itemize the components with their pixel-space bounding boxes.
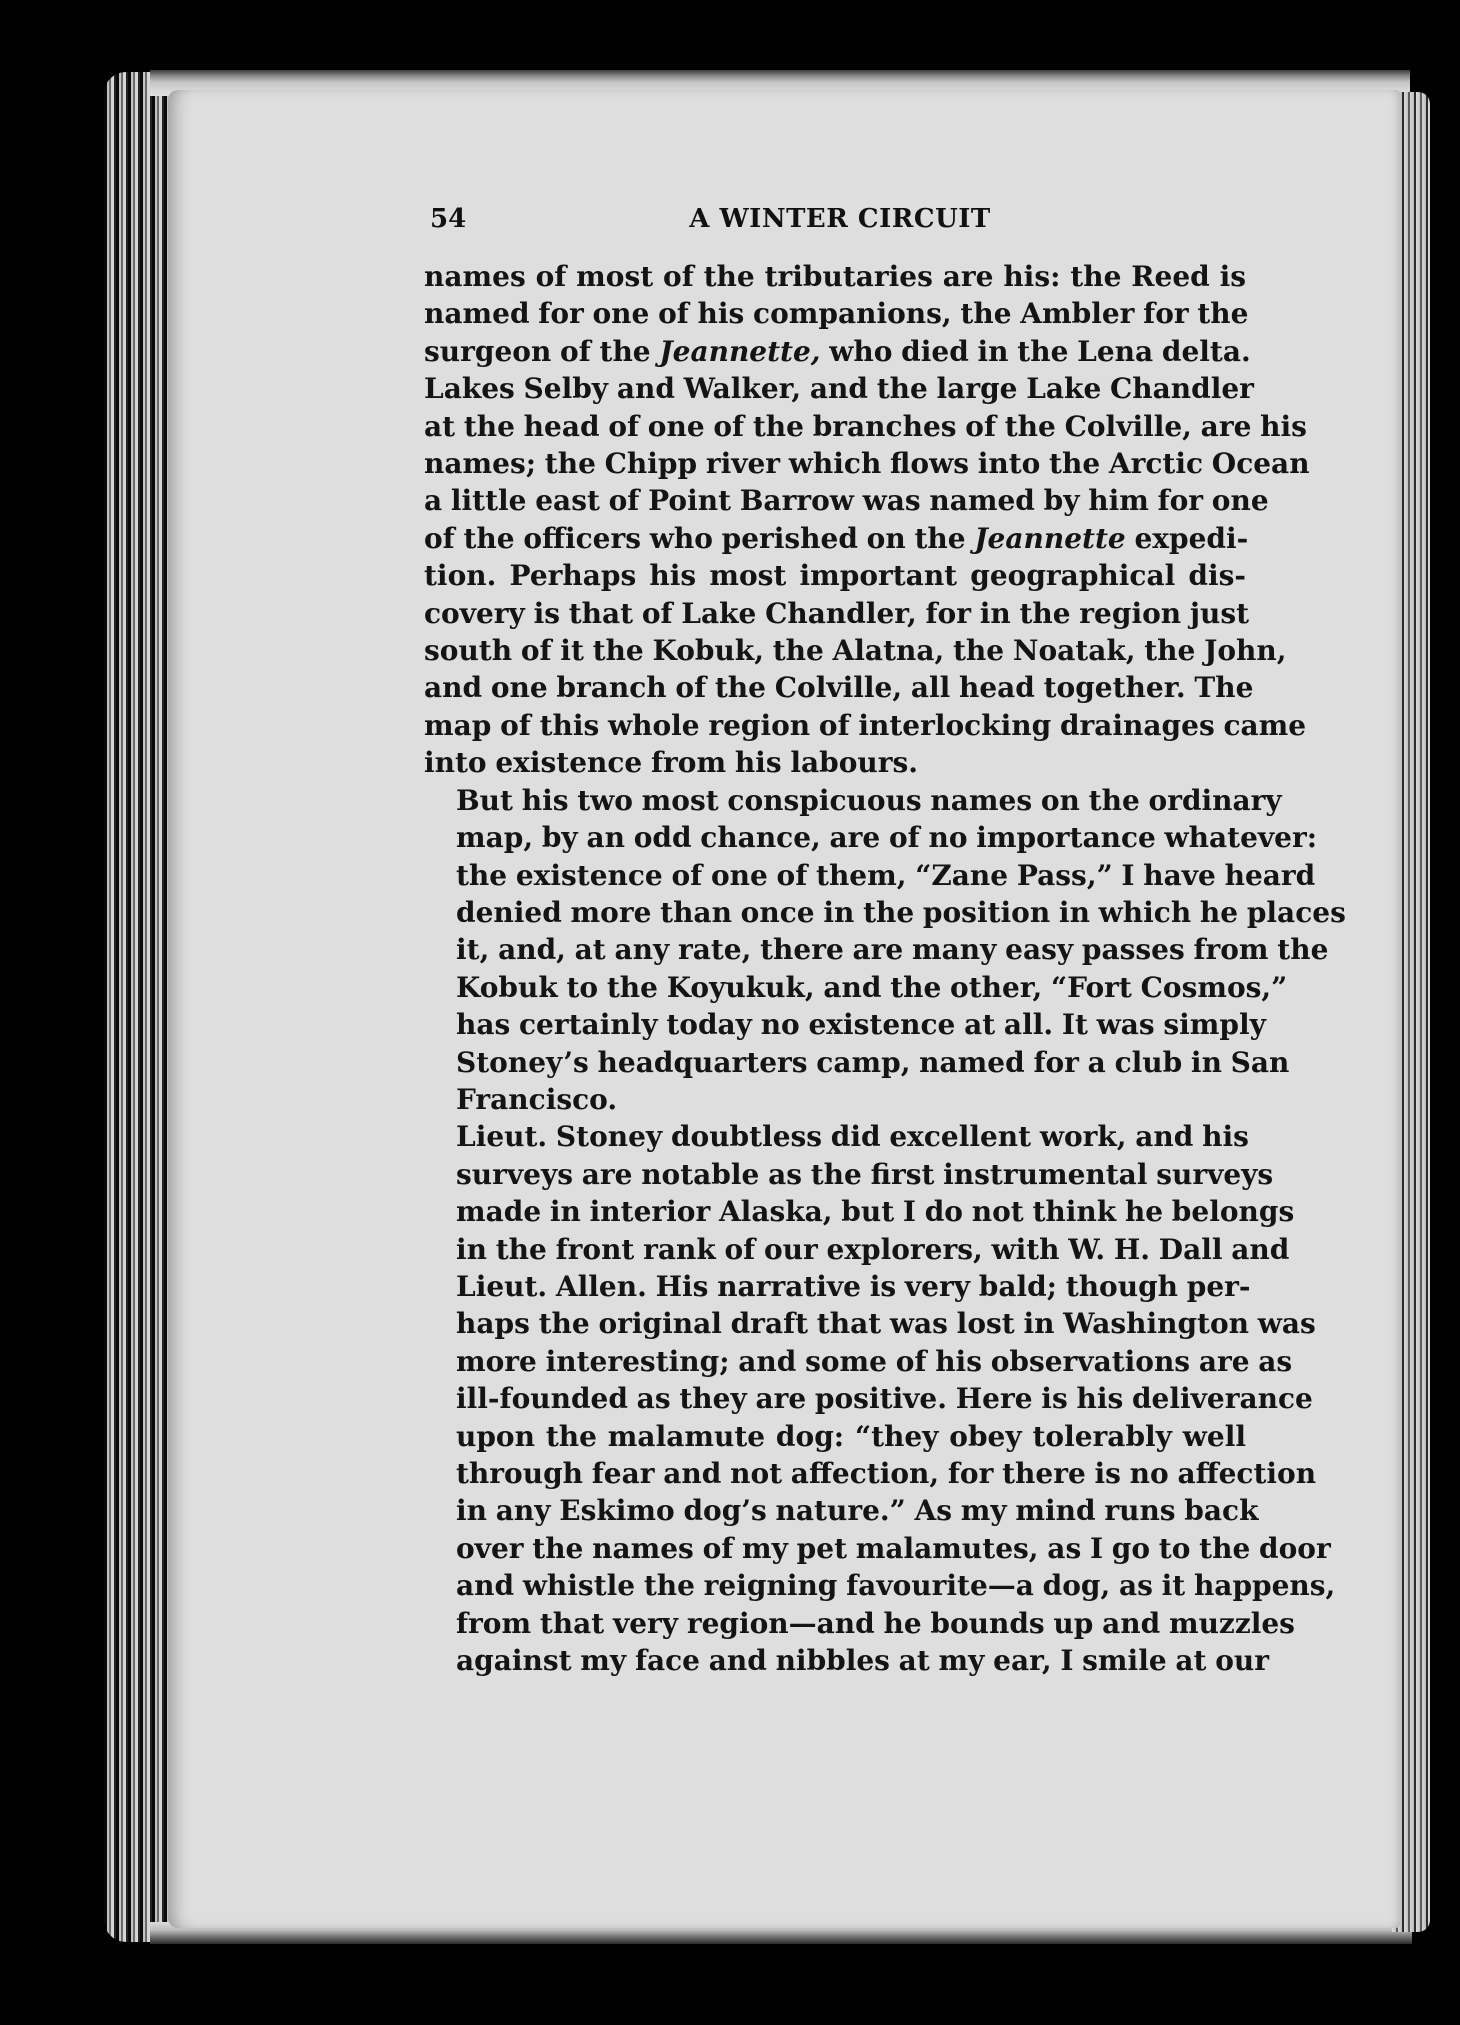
paragraph — [424, 1118, 1336, 1679]
paragraph — [424, 258, 1310, 782]
page-number: 54 — [430, 204, 467, 234]
text-line: more interesting; and some of his observations are as — [456, 1344, 1293, 1378]
running-head — [430, 204, 1290, 254]
text-line: upon the malamute dog: “they obey tolerably well — [456, 1419, 1246, 1453]
text-line: names of most of the tributaries are his: the Reed is — [424, 260, 1246, 293]
text-line: from that very region—and he bounds up and muzzles — [456, 1606, 1295, 1640]
text-line: in any Eskimo dog’s nature.” As my mind runs back — [456, 1494, 1259, 1528]
text-line: surgeon of the Jeannette, who died in the Lena delta. — [424, 334, 1251, 368]
text-line: of the officers who perished on the Jeannette expedi- — [424, 521, 1249, 555]
text-line: tion. Perhaps his most important geographical dis- — [424, 559, 1246, 593]
italic-text: Jeannette — [974, 521, 1126, 555]
text-line: Kobuk to the Koyukuk, and the other, “Fort Cosmos,” — [456, 970, 1288, 1004]
text-line: a little east of Point Barrow was named by him for one — [424, 484, 1269, 518]
text-line: against my face and nibbles at my ear, I smile at our — [456, 1644, 1270, 1678]
text-line: has certainly today no existence at all. It was simply — [456, 1008, 1266, 1042]
running-title: A WINTER CIRCUIT — [689, 204, 991, 234]
text-line: surveys are notable as the first instrumental surveys — [456, 1157, 1274, 1191]
text-line: denied more than once in the position in which he places — [456, 895, 1346, 929]
book-page-edges-left — [104, 72, 178, 1942]
text-line: into existence from his labours. — [424, 746, 918, 780]
text-line: map of this whole region of interlocking drainages came — [424, 708, 1307, 742]
body-text — [424, 258, 1346, 1679]
text-line: over the names of my pet malamutes, as I go to the door — [456, 1531, 1331, 1565]
text-line: and one branch of the Colville, all head together. The — [424, 671, 1254, 705]
text-line: map, by an odd chance, are of no importance whatever: — [456, 821, 1318, 855]
text-line: at the head of one of the branches of the Colville, are his — [424, 409, 1307, 443]
text-line: Francisco. — [456, 1082, 618, 1116]
italic-text: Jeannette, — [659, 334, 821, 368]
text-line: the existence of one of them, “Zane Pass,” I have heard — [456, 858, 1316, 892]
text-line: Lieut. Stoney doubtless did excellent work, and his — [456, 1120, 1249, 1154]
text-line: Lakes Selby and Walker, and the large Lake Chandler — [424, 372, 1254, 406]
text-line: it, and, at any rate, there are many easy passes from the — [456, 933, 1329, 967]
text-line: through fear and not affection, for there is no affection — [456, 1457, 1317, 1490]
text-line: Stoney’s headquarters camp, named for a club in San — [456, 1045, 1290, 1079]
text-line: south of it the Kobuk, the Alatna, the Noatak, the John, — [424, 634, 1287, 668]
paragraph — [424, 782, 1346, 1119]
text-line: Lieut. Allen. His narrative is very bald; though per- — [456, 1269, 1251, 1303]
text-line: ill-founded as they are positive. Here is his deliverance — [456, 1382, 1313, 1416]
text-line: But his two most conspicuous names on the ordinary — [456, 783, 1282, 817]
text-line: covery is that of Lake Chandler, for in the region just — [424, 596, 1250, 630]
text-line: made in interior Alaska, but I do not think he belongs — [456, 1195, 1295, 1229]
text-line: and whistle the reigning favourite—a dog, as it happens, — [456, 1569, 1336, 1603]
text-line: haps the original draft that was lost in Washington was — [456, 1307, 1316, 1341]
text-line: in the front rank of our explorers, with W. H. Dall and — [456, 1232, 1290, 1266]
text-line: named for one of his companions, the Ambler for the — [424, 297, 1249, 331]
text-line: names; the Chipp river which flows into the Arctic Ocean — [424, 447, 1310, 481]
